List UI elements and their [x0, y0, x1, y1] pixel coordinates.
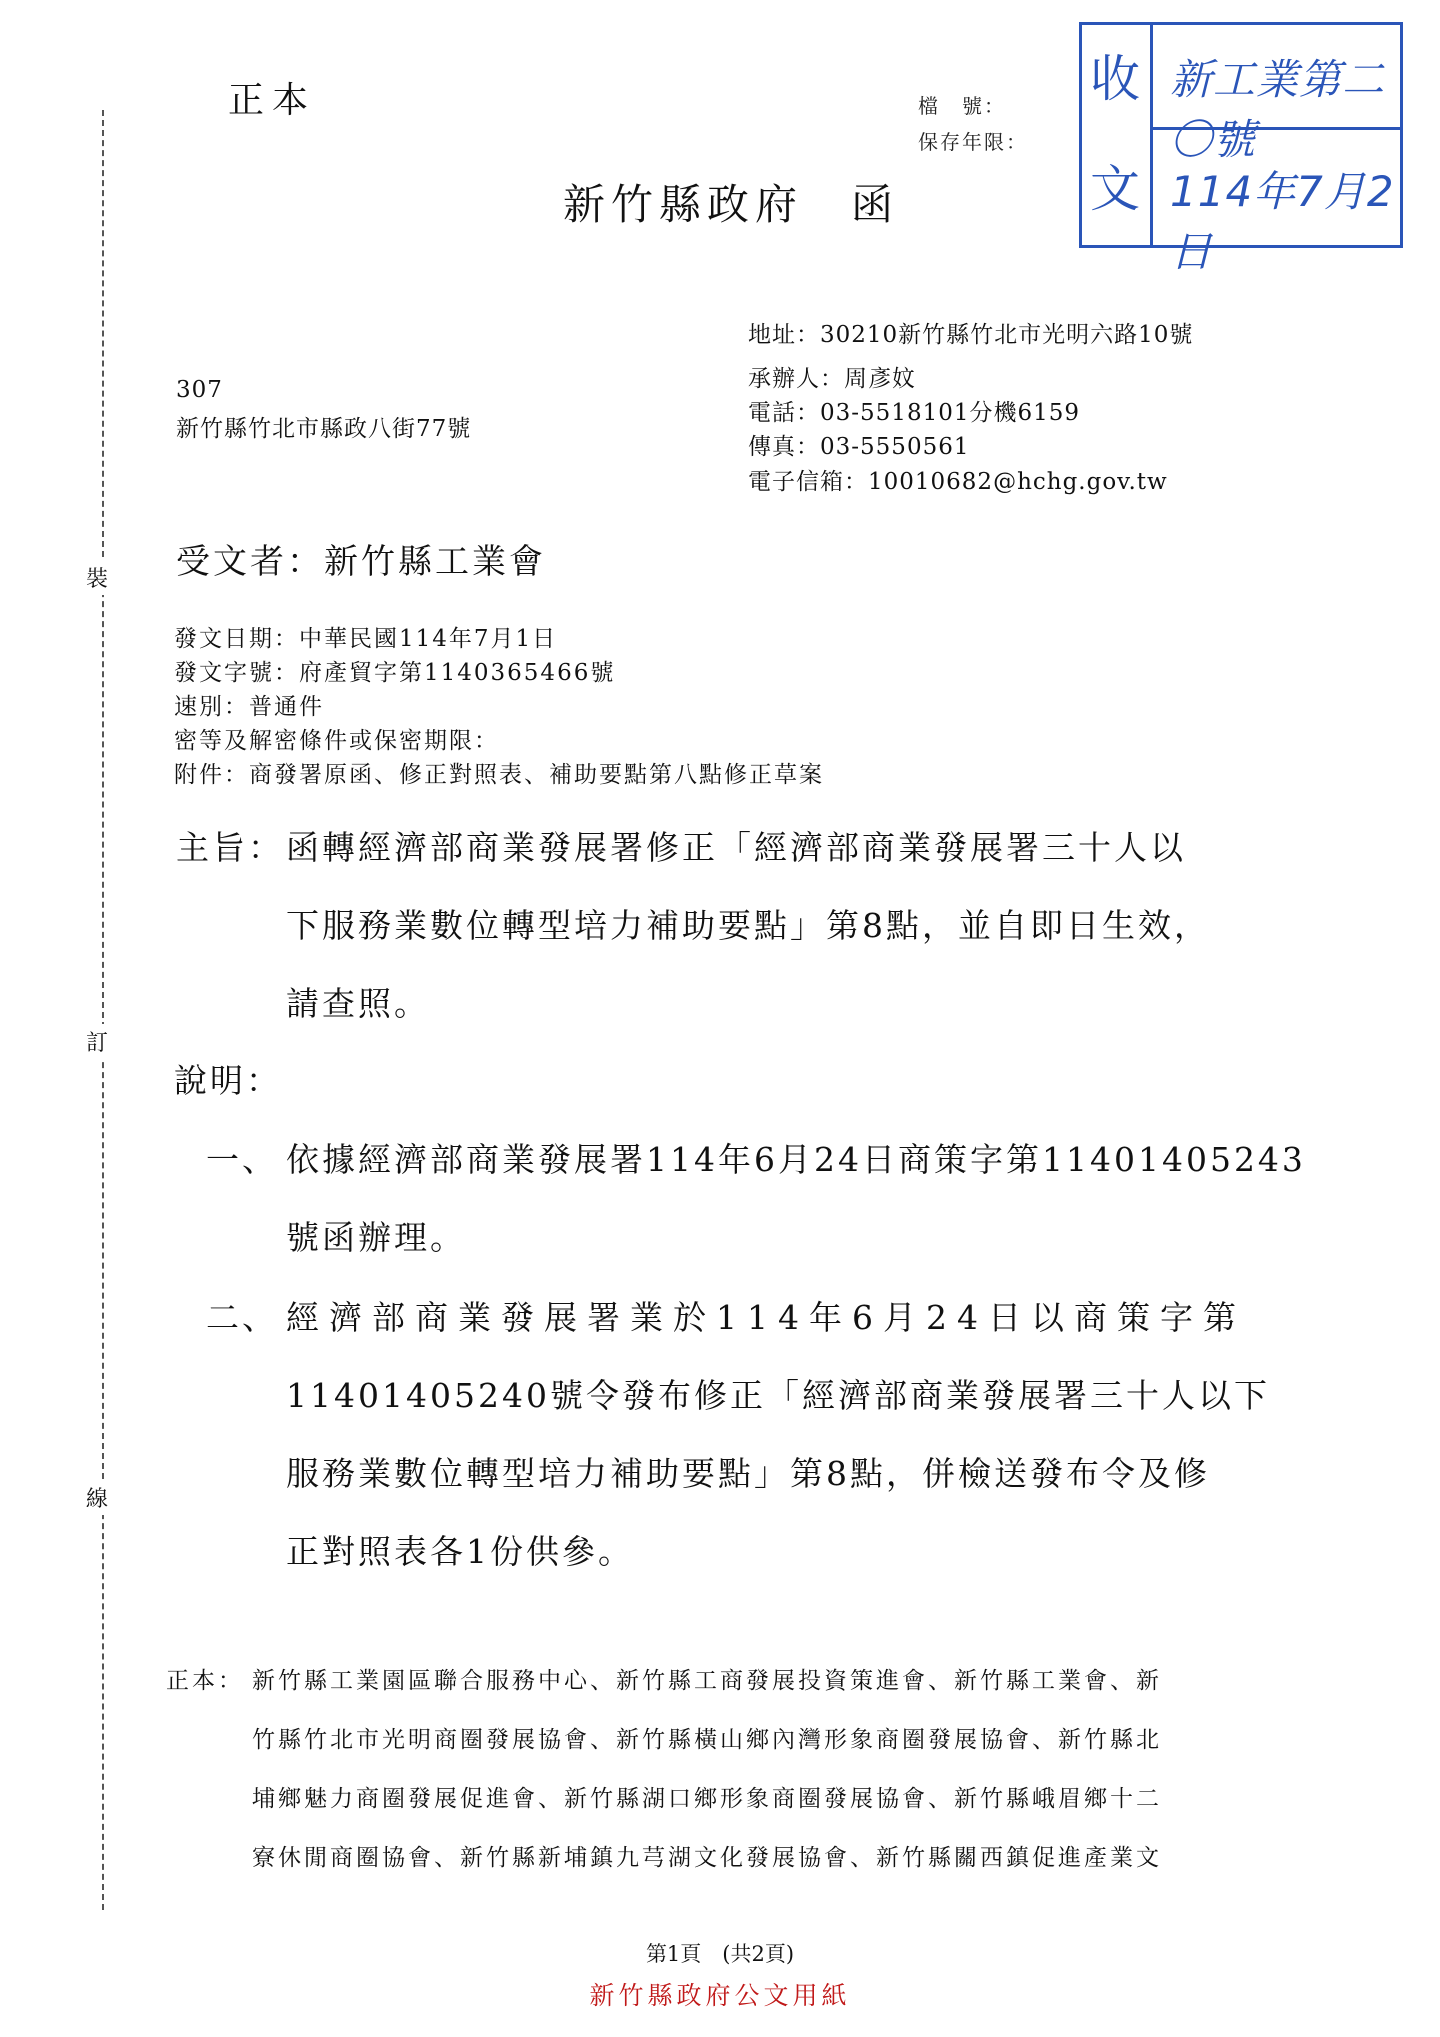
attachments: 附件：商發署原函、修正對照表、補助要點第八點修正草案 — [174, 762, 824, 788]
recipient-postal-code: 307 — [176, 377, 223, 403]
stamp-char-receive: 收 — [1090, 50, 1140, 108]
subject-label: 主旨： — [176, 828, 284, 867]
handler-name: 承辦人：周彥妏 — [748, 366, 916, 392]
retention-period-label: 保存年限： — [918, 130, 1028, 154]
binding-char-zhuang: 裝 — [86, 560, 108, 595]
sender-address: 地址：30210新竹縣竹北市光明六路10號 — [748, 322, 1194, 348]
recipient-street-address: 新竹縣竹北市縣政八街77號 — [176, 416, 472, 442]
stamp-registration-number: 新工業第二〇號 — [1170, 55, 1386, 164]
binding-char-xian: 線 — [86, 1480, 108, 1515]
delivery-speed: 速別：普通件 — [174, 694, 324, 720]
explanation-label: 說明： — [174, 1061, 282, 1100]
email-address: 電子信箱：10010682@hchg.gov.tw — [748, 469, 1168, 495]
explanation-item-line: 號函辦理。 — [286, 1218, 466, 1257]
binding-char-ding: 訂 — [86, 1024, 108, 1059]
explanation-item-line: 服務業數位轉型培力補助要點」第8點，併檢送發布令及修 — [286, 1454, 1210, 1493]
binding-line — [102, 110, 104, 1910]
issue-date: 發文日期：中華民國114年7月1日 — [174, 626, 558, 652]
copy-mark: 正本 — [228, 80, 317, 121]
explanation-item-marker: 二、 — [206, 1298, 278, 1337]
explanation-item-line: 正對照表各1份供參。 — [286, 1532, 634, 1571]
copies-line: 竹縣竹北市光明商圈發展協會、新竹縣橫山鄉內灣形象商圈發展協會、新竹縣北 — [252, 1727, 1162, 1753]
letterhead-footer: 新竹縣政府公文用紙 — [589, 1981, 851, 2010]
explanation-item-line: 依據經濟部商業發展署114年6月24日商策字第11401405243 — [286, 1140, 1306, 1179]
subject-line: 函轉經濟部商業發展署修正「經濟部商業發展署三十人以 — [286, 828, 1186, 867]
fax-number: 傳真：03-5550561 — [748, 434, 970, 460]
receipt-stamp — [1079, 22, 1403, 276]
subject-line: 請查照。 — [286, 984, 430, 1023]
secrecy-level: 密等及解密條件或保密期限： — [174, 728, 499, 754]
document-title: 新竹縣政府 函 — [563, 180, 900, 229]
stamp-received-date: 114年7月2日 — [1170, 167, 1395, 276]
subject-line: 下服務業數位轉型培力補助要點」第8點，並自即日生效， — [286, 906, 1210, 945]
copies-line: 寮休閒商圈協會、新竹縣新埔鎮九芎湖文化發展協會、新竹縣關西鎮促進產業文 — [252, 1845, 1162, 1871]
explanation-item-line: 經濟部商業發展署業於114年6月24日以商策字第 — [286, 1298, 1246, 1337]
page-number: 第1頁 (共2頁) — [645, 1942, 795, 1966]
explanation-item-marker: 一、 — [206, 1140, 278, 1179]
explanation-item-line: 11401405240號令發布修正「經濟部商業發展署三十人以下 — [286, 1376, 1270, 1415]
recipient: 受文者：新竹縣工業會 — [176, 542, 546, 582]
copies-label: 正本： — [166, 1668, 244, 1694]
copies-line: 埔鄉魅力商圈發展促進會、新竹縣湖口鄉形象商圈發展協會、新竹縣峨眉鄉十二 — [252, 1786, 1162, 1812]
document-number: 發文字號：府產貿字第1140365466號 — [174, 660, 616, 686]
phone-number: 電話：03-5518101分機6159 — [748, 400, 1081, 426]
stamp-char-document: 文 — [1090, 160, 1140, 218]
file-number-label: 檔 號： — [918, 94, 1006, 118]
copies-line: 新竹縣工業園區聯合服務中心、新竹縣工商發展投資策進會、新竹縣工業會、新 — [252, 1668, 1162, 1694]
